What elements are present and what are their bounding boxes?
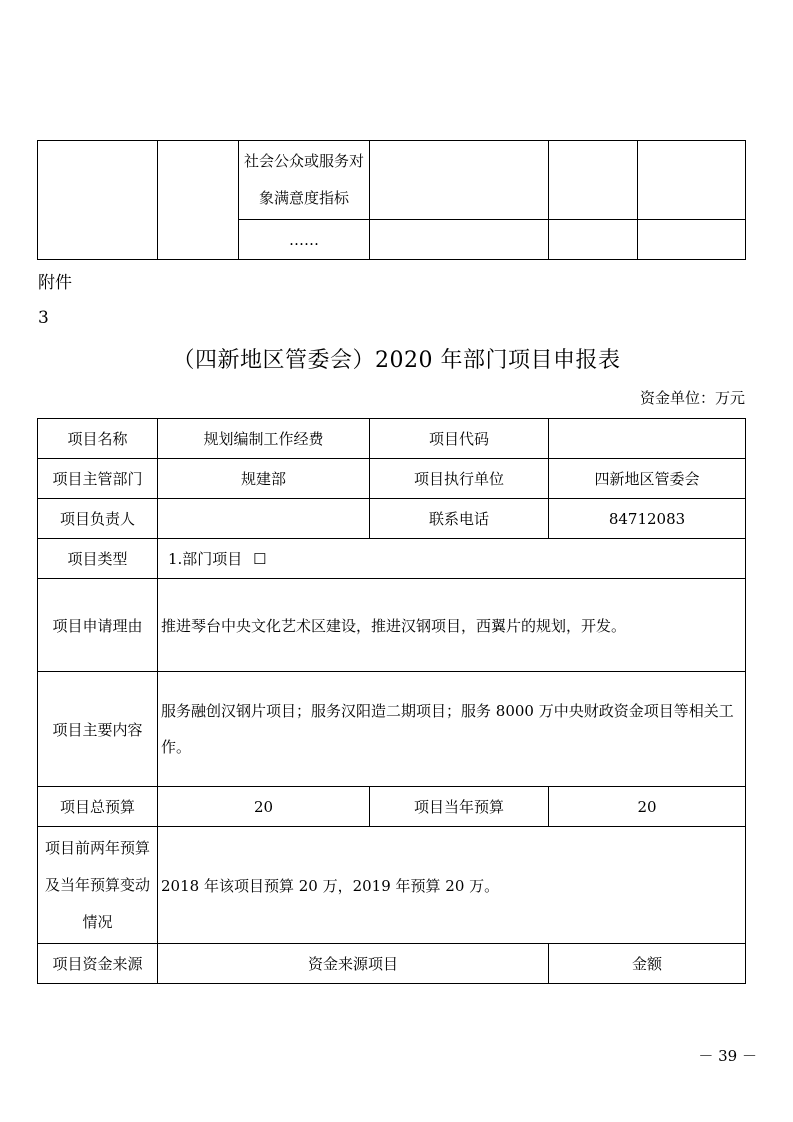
- fund-source-item-label: 资金来源项目: [158, 944, 549, 984]
- dept-value: 规建部: [158, 459, 370, 499]
- leader-label: 项目负责人: [38, 499, 158, 539]
- project-code-label: 项目代码: [370, 419, 549, 459]
- indicator-cell-empty: [370, 220, 549, 260]
- page-title: （四新地区管委会）2020 年部门项目申报表: [172, 348, 621, 373]
- total-budget-value: 20: [158, 787, 370, 827]
- indicator-cell-empty: [638, 141, 746, 220]
- prev-budget-value: 2018 年该项目预算 20 万，2019 年预算 20 万。: [158, 827, 746, 944]
- type-value: 1.部门项目: [168, 550, 243, 568]
- ellipsis-cell: ……: [239, 220, 370, 260]
- total-budget-label: 项目总预算: [38, 787, 158, 827]
- indicator-cell-empty: [38, 141, 158, 260]
- type-label: 项目类型: [38, 539, 158, 579]
- project-name-value: 规划编制工作经费: [158, 419, 370, 459]
- satisfaction-indicator-line2: 象满意度指标: [258, 189, 349, 207]
- fund-source-label: 项目资金来源: [38, 944, 158, 984]
- annex-number: 3: [38, 308, 49, 328]
- reason-value: 推进琴台中央文化艺术区建设，推进汉钢项目，西翼片的规划，开发。: [158, 579, 746, 672]
- indicator-cell-empty: [549, 220, 638, 260]
- prev-budget-label-line2: 及当年预算变动: [44, 875, 150, 894]
- project-application-form: [37, 418, 746, 984]
- page-number: － 39 －: [698, 1047, 757, 1065]
- indicator-table-continuation: [37, 140, 746, 260]
- satisfaction-indicator-line1: 社会公众或服务对: [243, 152, 364, 170]
- year-budget-value: 20: [549, 787, 746, 827]
- year-budget-label: 项目当年预算: [370, 787, 549, 827]
- content-value: 服务融创汉钢片项目；服务汉阳造二期项目；服务 8000 万中央财政资金项目等相关工作。: [158, 672, 746, 787]
- dept-label: 项目主管部门: [38, 459, 158, 499]
- phone-value: 84712083: [549, 499, 746, 539]
- satisfaction-indicator-label: [239, 141, 370, 220]
- project-name-label: 项目名称: [38, 419, 158, 459]
- phone-label: 联系电话: [370, 499, 549, 539]
- prev-budget-label: [38, 827, 158, 944]
- leader-value: [158, 499, 370, 539]
- prev-budget-label-line3: 情况: [82, 912, 113, 931]
- type-value-cell: [158, 539, 746, 579]
- prev-budget-label-line1: 项目前两年预算: [44, 838, 150, 857]
- exec-unit-label: 项目执行单位: [370, 459, 549, 499]
- exec-unit-value: 四新地区管委会: [549, 459, 746, 499]
- amount-label: 金额: [549, 944, 746, 984]
- indicator-cell-empty: [158, 141, 239, 260]
- type-checkbox[interactable]: ☐: [253, 550, 267, 568]
- content-label: 项目主要内容: [38, 672, 158, 787]
- indicator-cell-empty: [370, 141, 549, 220]
- project-code-value: [549, 419, 746, 459]
- indicator-cell-empty: [638, 220, 746, 260]
- indicator-cell-empty: [549, 141, 638, 220]
- reason-label: 项目申请理由: [38, 579, 158, 672]
- annex-label: 附件: [38, 273, 72, 293]
- fund-unit-label: 资金单位：万元: [639, 389, 745, 407]
